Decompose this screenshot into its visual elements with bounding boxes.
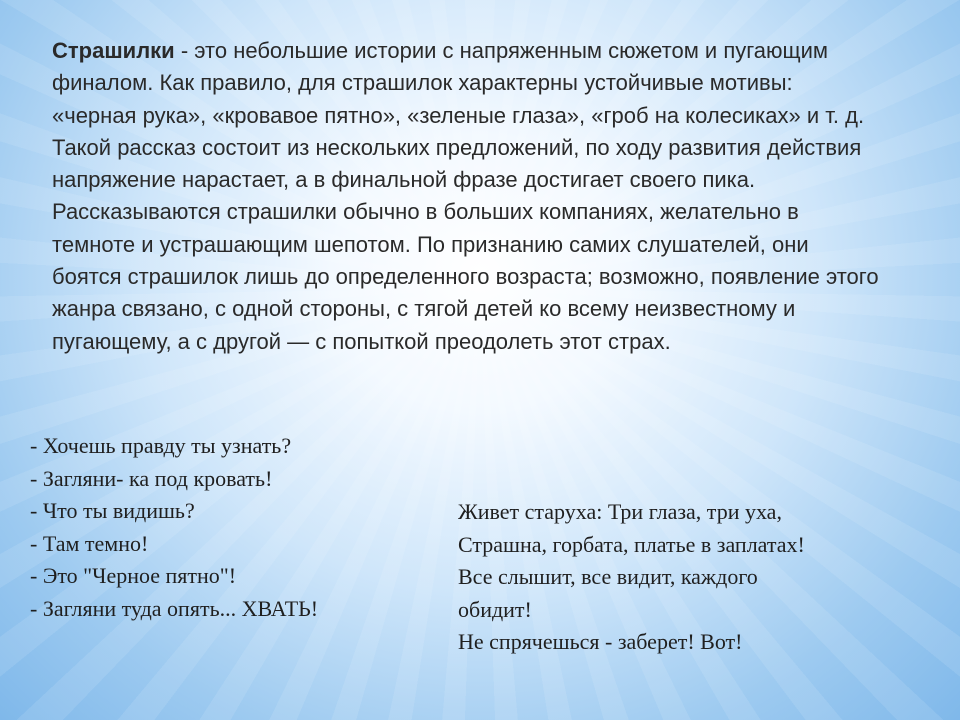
dialogue-line: - Загляни- ка под кровать! — [30, 465, 273, 491]
poem-line: Страшна, горбата, платье в заплатах! — [458, 531, 805, 557]
dialogue-line: - Там темно! — [30, 530, 149, 556]
dialogue-line: - Загляни туда опять... ХВАТЬ! — [30, 595, 319, 621]
intro-term: Страшилки — [52, 38, 175, 63]
dialogue-line: - Это "Черное пятно"! — [30, 563, 237, 588]
dialogue-verse — [30, 430, 318, 625]
poem-line: Не спрячешься - заберет! Вот! — [458, 629, 743, 654]
poem-line: обидит! — [458, 596, 532, 622]
poem-line: Все слышит, все видит, каждого — [458, 564, 758, 589]
dialogue-line: - Что ты видишь? — [30, 498, 195, 523]
intro-paragraph — [52, 35, 882, 358]
dialogue-line: - Хочешь правду ты узнать? — [30, 433, 292, 458]
intro-text: - это небольшие истории с напряженным сюжетом и пугающим финалом. Как правило, для страшилок характерны устойчивые мотивы: «черная рука», «кровавое пятно», «зеленые глаза», «гроб на колесиках» и т. д. Такой рассказ состоит из нескольких предложений, по ходу развития действия напряжение нарастает, а в финальной фразе достигает своего пика. Рассказываются страшилки обычно в больших компаниях, желательно в темноте и устрашающим шепотом. По признанию самих слушателей, они боятся страшилок лишь до определенного возраста; возможно, появление этого жанра связано, с одной стороны, с тягой детей ко всему неизвестному и пугающему, а с другой — с попыткой преодолеть этот страх. — [52, 38, 879, 354]
poem-line: Живет старуха: Три глаза, три уха, — [458, 499, 782, 524]
poem-verse — [458, 496, 928, 659]
